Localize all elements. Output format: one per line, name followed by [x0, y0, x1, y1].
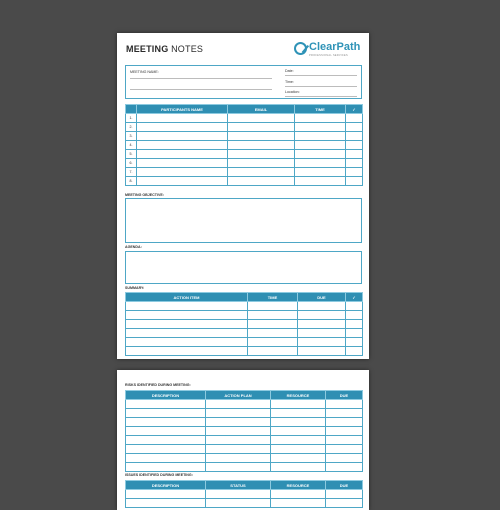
- participant-time-cell[interactable]: [295, 132, 346, 141]
- participant-name-cell[interactable]: [137, 168, 228, 177]
- risks-header-row: [126, 391, 363, 400]
- participant-time-cell[interactable]: [295, 141, 346, 150]
- risk-due-cell[interactable]: [326, 427, 363, 436]
- participant-row: [126, 177, 363, 186]
- action-check-cell[interactable]: [346, 320, 363, 329]
- risk-action-plan-cell[interactable]: [206, 427, 271, 436]
- risk-due-cell[interactable]: [326, 409, 363, 418]
- action-due-cell[interactable]: [298, 347, 346, 356]
- action-item-cell[interactable]: [126, 347, 248, 356]
- risk-row: [126, 400, 363, 409]
- participant-time-cell[interactable]: [295, 150, 346, 159]
- participant-row: [126, 114, 363, 123]
- meeting-name-line[interactable]: [130, 78, 272, 79]
- participant-email-cell[interactable]: [228, 141, 295, 150]
- action-check-cell[interactable]: [346, 302, 363, 311]
- risk-resource-cell[interactable]: [271, 463, 326, 472]
- risk-description-cell[interactable]: [126, 436, 206, 445]
- risks-header-description: DESCRIPTION: [126, 391, 206, 400]
- risk-resource-cell[interactable]: [271, 445, 326, 454]
- risk-due-cell[interactable]: [326, 400, 363, 409]
- risk-description-cell[interactable]: [126, 445, 206, 454]
- participant-check-cell[interactable]: [346, 177, 363, 186]
- risk-action-plan-cell[interactable]: [206, 454, 271, 463]
- risk-resource-cell[interactable]: [271, 436, 326, 445]
- date-label: Date:: [285, 69, 294, 73]
- meeting-name-line-2[interactable]: [130, 89, 272, 90]
- action-check-cell[interactable]: [346, 347, 363, 356]
- action-due-cell[interactable]: [298, 302, 346, 311]
- action-time-cell[interactable]: [248, 302, 298, 311]
- participant-row-number: 5.: [126, 150, 137, 159]
- action-row: [126, 347, 363, 356]
- participant-check-cell[interactable]: [346, 123, 363, 132]
- participant-row-number: 3.: [126, 132, 137, 141]
- meeting-name-label: MEETING NAME:: [130, 70, 159, 74]
- participants-header-email: EMAIL: [228, 105, 295, 114]
- participant-check-cell[interactable]: [346, 114, 363, 123]
- risks-header-due: DUE: [326, 391, 363, 400]
- risk-action-plan-cell[interactable]: [206, 436, 271, 445]
- participant-name-cell[interactable]: [137, 150, 228, 159]
- participants-table: [125, 104, 363, 186]
- action-items-table: [125, 292, 363, 356]
- location-label: Location:: [285, 90, 300, 94]
- issues-header-description: DESCRIPTION: [126, 481, 206, 490]
- action-due-cell[interactable]: [298, 329, 346, 338]
- participant-time-cell[interactable]: [295, 123, 346, 132]
- risk-due-cell[interactable]: [326, 436, 363, 445]
- issue-resource-cell[interactable]: [271, 490, 326, 499]
- action-item-cell[interactable]: [126, 311, 248, 320]
- participant-check-cell[interactable]: [346, 168, 363, 177]
- agenda-label: AGENDA:: [125, 245, 142, 249]
- risks-header-action-plan: ACTION PLAN: [206, 391, 271, 400]
- action-row: [126, 320, 363, 329]
- risk-row: [126, 418, 363, 427]
- participant-time-cell[interactable]: [295, 168, 346, 177]
- risk-action-plan-cell[interactable]: [206, 418, 271, 427]
- action-item-cell[interactable]: [126, 329, 248, 338]
- action-row: [126, 329, 363, 338]
- risks-table: [125, 390, 363, 472]
- action-check-cell[interactable]: [346, 329, 363, 338]
- action-item-cell[interactable]: [126, 338, 248, 347]
- action-check-cell[interactable]: [346, 338, 363, 347]
- date-line[interactable]: [285, 75, 357, 76]
- issues-header-row: [126, 481, 363, 490]
- action-check-cell[interactable]: [346, 311, 363, 320]
- action-due-cell[interactable]: [298, 311, 346, 320]
- risk-resource-cell[interactable]: [271, 454, 326, 463]
- action-time-cell[interactable]: [248, 311, 298, 320]
- risk-action-plan-cell[interactable]: [206, 445, 271, 454]
- risks-label: RISKS IDENTIFIED DURING MEETING:: [125, 383, 191, 387]
- participant-email-cell[interactable]: [228, 177, 295, 186]
- participant-email-cell[interactable]: [228, 114, 295, 123]
- page-two: [117, 370, 369, 510]
- action-item-cell[interactable]: [126, 320, 248, 329]
- action-time-cell[interactable]: [248, 347, 298, 356]
- risk-description-cell[interactable]: [126, 463, 206, 472]
- agenda-box[interactable]: [125, 251, 362, 284]
- page-one: [117, 33, 369, 359]
- risk-row: [126, 436, 363, 445]
- issues-table: [125, 480, 363, 508]
- participant-row: [126, 150, 363, 159]
- risk-resource-cell[interactable]: [271, 409, 326, 418]
- actions-header-row: [126, 293, 363, 302]
- participant-time-cell[interactable]: [295, 177, 346, 186]
- issue-due-cell[interactable]: [326, 490, 363, 499]
- participant-email-cell[interactable]: [228, 132, 295, 141]
- risk-resource-cell[interactable]: [271, 427, 326, 436]
- risk-resource-cell[interactable]: [271, 418, 326, 427]
- actions-header-due: DUE: [298, 293, 346, 302]
- participant-name-cell[interactable]: [137, 141, 228, 150]
- risk-resource-cell[interactable]: [271, 400, 326, 409]
- meeting-info-box: [125, 65, 362, 99]
- risk-description-cell[interactable]: [126, 454, 206, 463]
- time-label: Time:: [285, 80, 294, 84]
- participant-email-cell[interactable]: [228, 123, 295, 132]
- objective-box[interactable]: [125, 198, 362, 243]
- participants-header-number: [126, 105, 137, 114]
- participant-row: [126, 132, 363, 141]
- issue-description-cell[interactable]: [126, 490, 206, 499]
- objective-label: MEETING OBJECTIVE:: [125, 193, 164, 197]
- location-line[interactable]: [285, 96, 357, 97]
- actions-header-check: ✓: [346, 293, 363, 302]
- participants-header-time: TIME: [295, 105, 346, 114]
- participant-check-cell[interactable]: [346, 132, 363, 141]
- risk-action-plan-cell[interactable]: [206, 400, 271, 409]
- participants-header-check: ✓: [346, 105, 363, 114]
- clearpath-logo: [294, 41, 360, 61]
- participant-check-cell[interactable]: [346, 159, 363, 168]
- participant-name-cell[interactable]: [137, 114, 228, 123]
- participant-email-cell[interactable]: [228, 150, 295, 159]
- risk-row: [126, 409, 363, 418]
- participant-email-cell[interactable]: [228, 159, 295, 168]
- risk-row: [126, 454, 363, 463]
- participant-row-number: 1.: [126, 114, 137, 123]
- issues-header-due: DUE: [326, 481, 363, 490]
- participant-email-cell[interactable]: [228, 168, 295, 177]
- actions-header-item: ACTION ITEM: [126, 293, 248, 302]
- participant-name-cell[interactable]: [137, 177, 228, 186]
- risk-due-cell[interactable]: [326, 454, 363, 463]
- participant-row: [126, 159, 363, 168]
- participants-header-name: PARTICIPANTS NAME: [137, 105, 228, 114]
- logo-name: ClearPath: [309, 41, 361, 53]
- risk-row: [126, 427, 363, 436]
- risk-description-cell[interactable]: [126, 427, 206, 436]
- risk-action-plan-cell[interactable]: [206, 463, 271, 472]
- risk-action-plan-cell[interactable]: [206, 409, 271, 418]
- logo-tagline: PROFESSIONAL SERVICES: [309, 54, 348, 57]
- action-time-cell[interactable]: [248, 320, 298, 329]
- participant-time-cell[interactable]: [295, 159, 346, 168]
- action-row: [126, 338, 363, 347]
- action-row: [126, 311, 363, 320]
- risk-row: [126, 463, 363, 472]
- participant-row-number: 8.: [126, 177, 137, 186]
- participant-check-cell[interactable]: [346, 150, 363, 159]
- action-time-cell[interactable]: [248, 338, 298, 347]
- risk-due-cell[interactable]: [326, 418, 363, 427]
- action-row: [126, 302, 363, 311]
- risk-row: [126, 445, 363, 454]
- action-due-cell[interactable]: [298, 320, 346, 329]
- participant-row: [126, 123, 363, 132]
- risk-due-cell[interactable]: [326, 445, 363, 454]
- risks-header-resource: RESOURCE: [271, 391, 326, 400]
- participant-row-number: 4.: [126, 141, 137, 150]
- risk-description-cell[interactable]: [126, 418, 206, 427]
- action-time-cell[interactable]: [248, 329, 298, 338]
- issues-header-resource: RESOURCE: [271, 481, 326, 490]
- issues-header-status: STATUS: [206, 481, 271, 490]
- participant-name-cell[interactable]: [137, 123, 228, 132]
- logo-mark-icon: [294, 42, 307, 55]
- participant-row-number: 7.: [126, 168, 137, 177]
- participant-row: [126, 141, 363, 150]
- participant-time-cell[interactable]: [295, 114, 346, 123]
- risk-description-cell[interactable]: [126, 400, 206, 409]
- time-line[interactable]: [285, 86, 357, 87]
- risk-due-cell[interactable]: [326, 463, 363, 472]
- issue-status-cell[interactable]: [206, 490, 271, 499]
- participant-row-number: 6.: [126, 159, 137, 168]
- participants-header-row: [126, 105, 363, 114]
- summary-label: SUMMARY:: [125, 286, 145, 290]
- participant-row: [126, 168, 363, 177]
- participant-check-cell[interactable]: [346, 141, 363, 150]
- action-item-cell[interactable]: [126, 302, 248, 311]
- issue-row: [126, 490, 363, 499]
- participant-name-cell[interactable]: [137, 132, 228, 141]
- risk-description-cell[interactable]: [126, 409, 206, 418]
- participant-row-number: 2.: [126, 123, 137, 132]
- actions-header-time: TIME: [248, 293, 298, 302]
- page-title: MEETING NOTES: [126, 44, 204, 54]
- action-due-cell[interactable]: [298, 338, 346, 347]
- participant-name-cell[interactable]: [137, 159, 228, 168]
- issues-label: ISSUES IDENTIFIED DURING MEETING:: [125, 473, 193, 477]
